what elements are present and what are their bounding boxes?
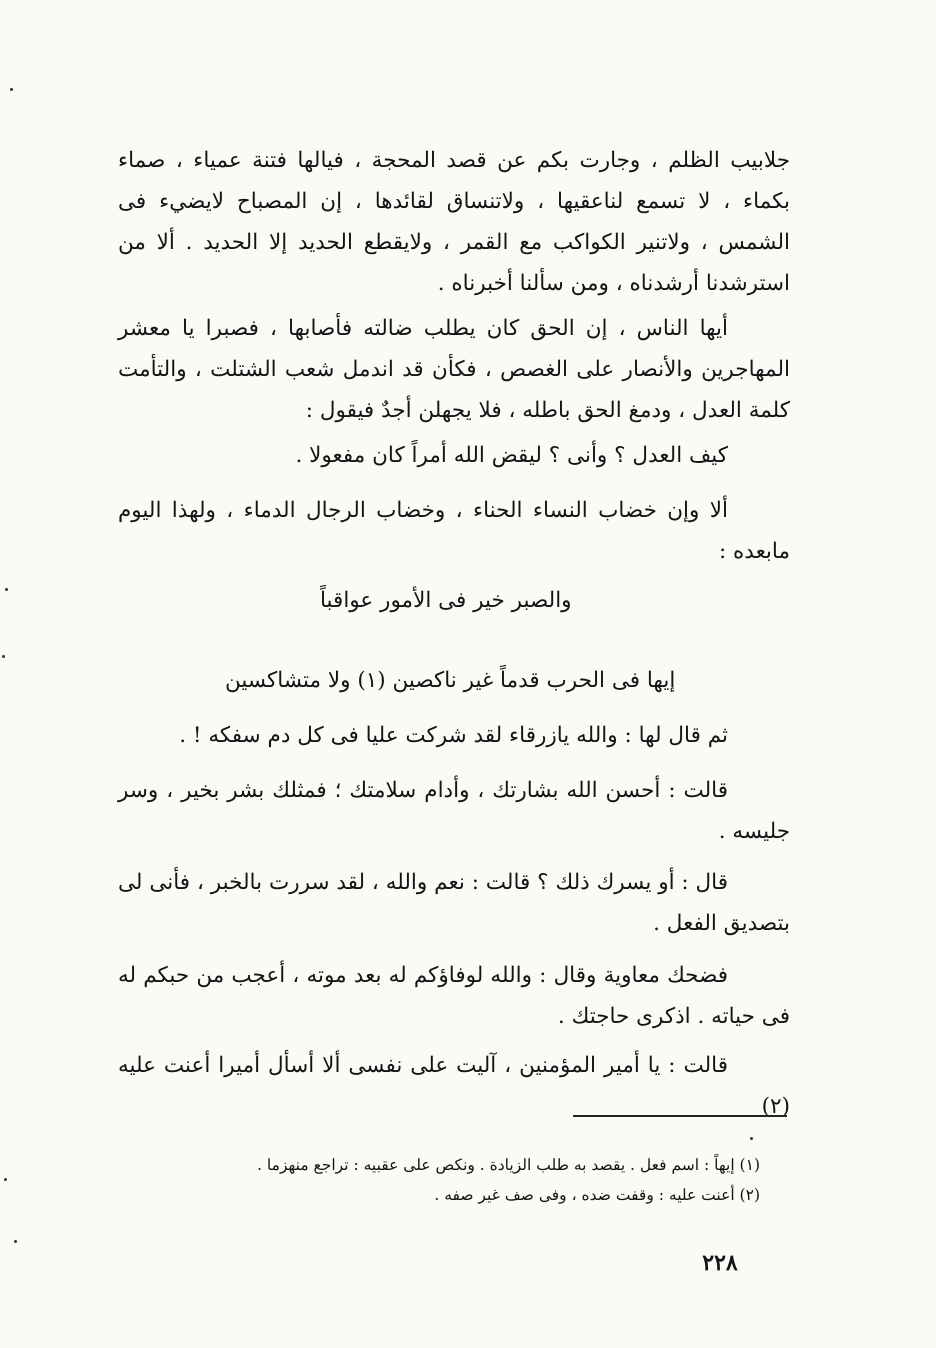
scan-speck	[14, 1240, 17, 1243]
scan-speck	[750, 1137, 753, 1140]
footnote-1: (١) إيهاً : اسم فعل . يقصد به طلب الزيادة . ونكص على عقبيه : تراجع منهزما .	[257, 1156, 760, 1174]
paragraph-3: كيف العدل ؟ وأنى ؟ ليقض الله أمراً كان مفعولا .	[295, 443, 728, 468]
paragraph-7: قال : أو يسرك ذلك ؟ قالت : نعم والله ، لقد سررت بالخبر ، فأنى لى بتصديق الفعل .	[118, 870, 790, 936]
scan-speck	[4, 1178, 7, 1181]
scan-speck	[10, 88, 13, 91]
paragraph-5: ثم قال لها : والله يازرقاء لقد شركت عليا فى كل دم سفكه ! .	[179, 723, 728, 748]
verse-2: إيها فى الحرب قدماً غير ناكصين (١) ولا متشاكسين	[225, 668, 676, 693]
paragraph-4: ألا وإن خضاب النساء الحناء ، وخضاب الرجال الدماء ، ولهذا اليوم مابعده :	[118, 498, 790, 564]
paragraph-2: أيها الناس ، إن الحق كان يطلب ضالته فأصابها ، فصبرا يا معشر المهاجرين والأنصار على الغصص ، فكأن قد اندمل شعب الشتلت ، والتأمت كلمة العدل ، ودمغ الحق باطله ، فلا يجهلن أجدٌ فيقول :	[118, 316, 790, 423]
page-number: ٢٢٨	[702, 1250, 738, 1276]
paragraph-9: قالت : يا أمير المؤمنين ، آليت على نفسى ألا أسأل أميرا أعنت عليه (٢)	[118, 1053, 790, 1119]
verse-1: والصبر خير فى الأمور عواقباً	[320, 588, 572, 613]
footnote-2: (٢) أعنت عليه : وقفت ضده ، وفى صف غير صفه .	[434, 1186, 760, 1204]
paragraph-8: فضحك معاوية وقال : والله لوفاؤكم له بعد موته ، أعجب من حبكم له فى حياته . اذكرى حاجتك .	[118, 963, 790, 1029]
scan-speck	[2, 655, 5, 658]
scan-speck	[5, 588, 8, 591]
footnote-separator	[573, 1115, 787, 1117]
paragraph-1: جلابيب الظلم ، وجارت بكم عن قصد المحجة ، فيالها فتنة عمياء ، صماء بكماء ، لا تسمع لناعقيها ، ولاتنساق لقائدها ، إن المصباح لايضيء فى الشمس ، ولاتنير الكواكب مع القمر ، ولايقطع الحديد إلا الحديد . ألا من استرشدنا أرشدناه ، ومن سألنا أخبرناه .	[118, 148, 790, 296]
paragraph-6: قالت : أحسن الله بشارتك ، وأدام سلامتك ؛ فمثلك بشر بخير ، وسر جليسه .	[118, 778, 790, 844]
